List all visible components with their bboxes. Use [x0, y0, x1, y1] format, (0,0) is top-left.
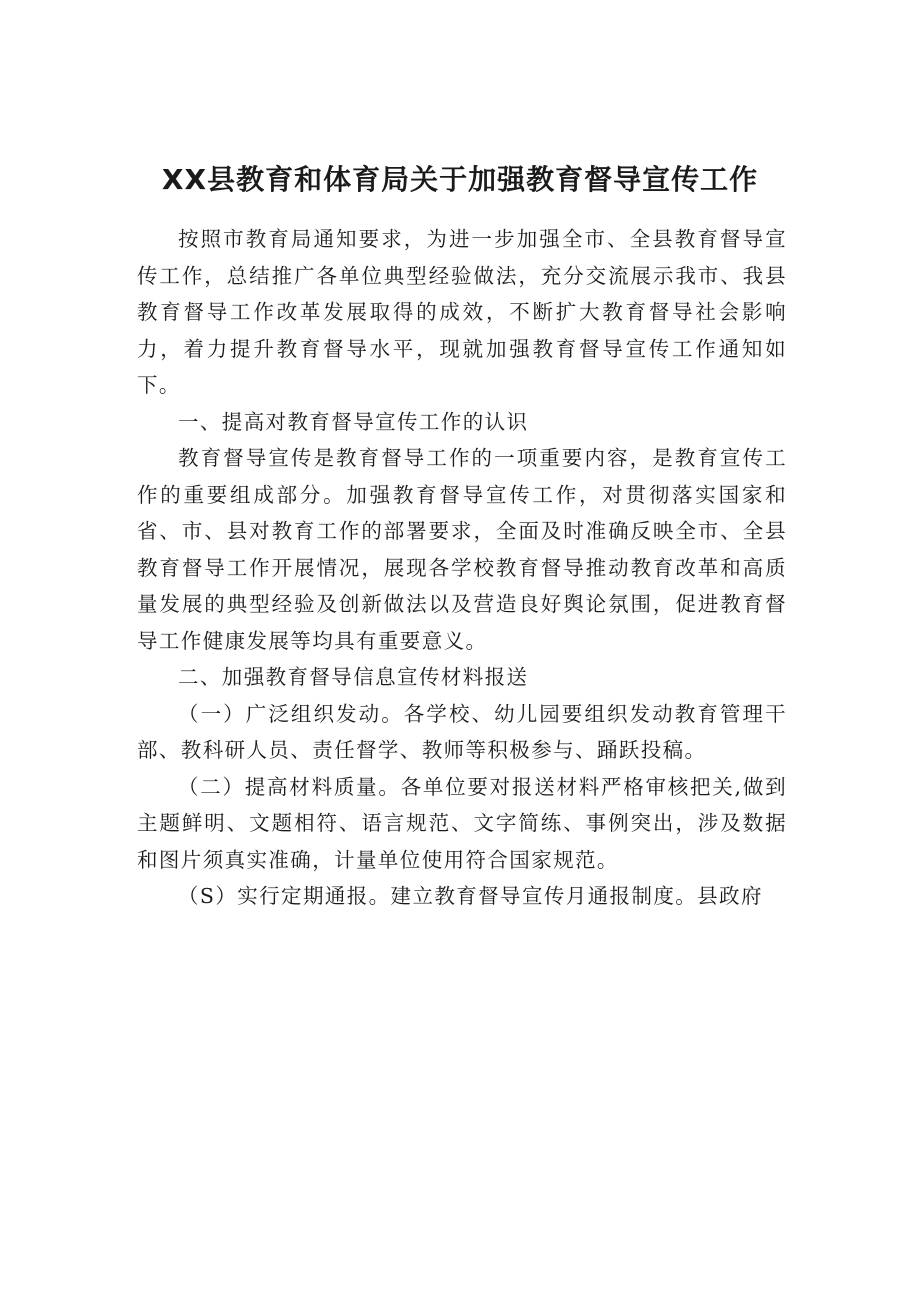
section-1-paragraph: 教育督导宣传是教育督导工作的一项重要内容，是教育宣传工作的重要组成部分。加强教育督导宣传工作，对贯彻落实国家和省、市、县对教育工作的部署要求，全面及时准确反映全市、全县教育督导工作开展情况，展现各学校教育督导推动教育改革和高质量发展的典型经验及创新做法以及营造良好舆论氛围，促进教育督导工作健康发展等均具有重要意义。 — [137, 446, 787, 653]
section-heading-2: 二、加强教育督导信息宣传材料报送 — [178, 665, 529, 689]
subsection-1-paragraph: （一）广泛组织发动。各学校、幼儿园要组织发动教育管理干部、教科研人员、责任督学、教师等积极参与、踊跃投稿。 — [137, 701, 787, 762]
section-heading-1: 一、提高对教育督导宣传工作的认识 — [178, 409, 529, 434]
document-body — [137, 221, 787, 915]
subsection-3-paragraph: （S）实行定期通报。建立教育督导宣传月通报制度。县政府 — [178, 884, 763, 908]
document-title: XX县教育和体育局关于加强教育督导宣传工作 — [161, 163, 759, 196]
intro-paragraph: 按照市教育局通知要求，为进一步加强全市、全县教育督导宣传工作，总结推广各单位典型经验做法，充分交流展示我市、我县教育督导工作改革发展取得的成效，不断扩大教育督导社会影响力，着力提升教育督导水平，现就加强教育督导宣传工作通知如下。 — [137, 227, 787, 397]
subsection-2-paragraph: （二）提高材料质量。各单位要对报送材料严格审核把关,做到主题鲜明、文题相符、语言规范、文字简练、事例突出，涉及数据和图片须真实准确，计量单位使用符合国家规范。 — [137, 774, 787, 872]
